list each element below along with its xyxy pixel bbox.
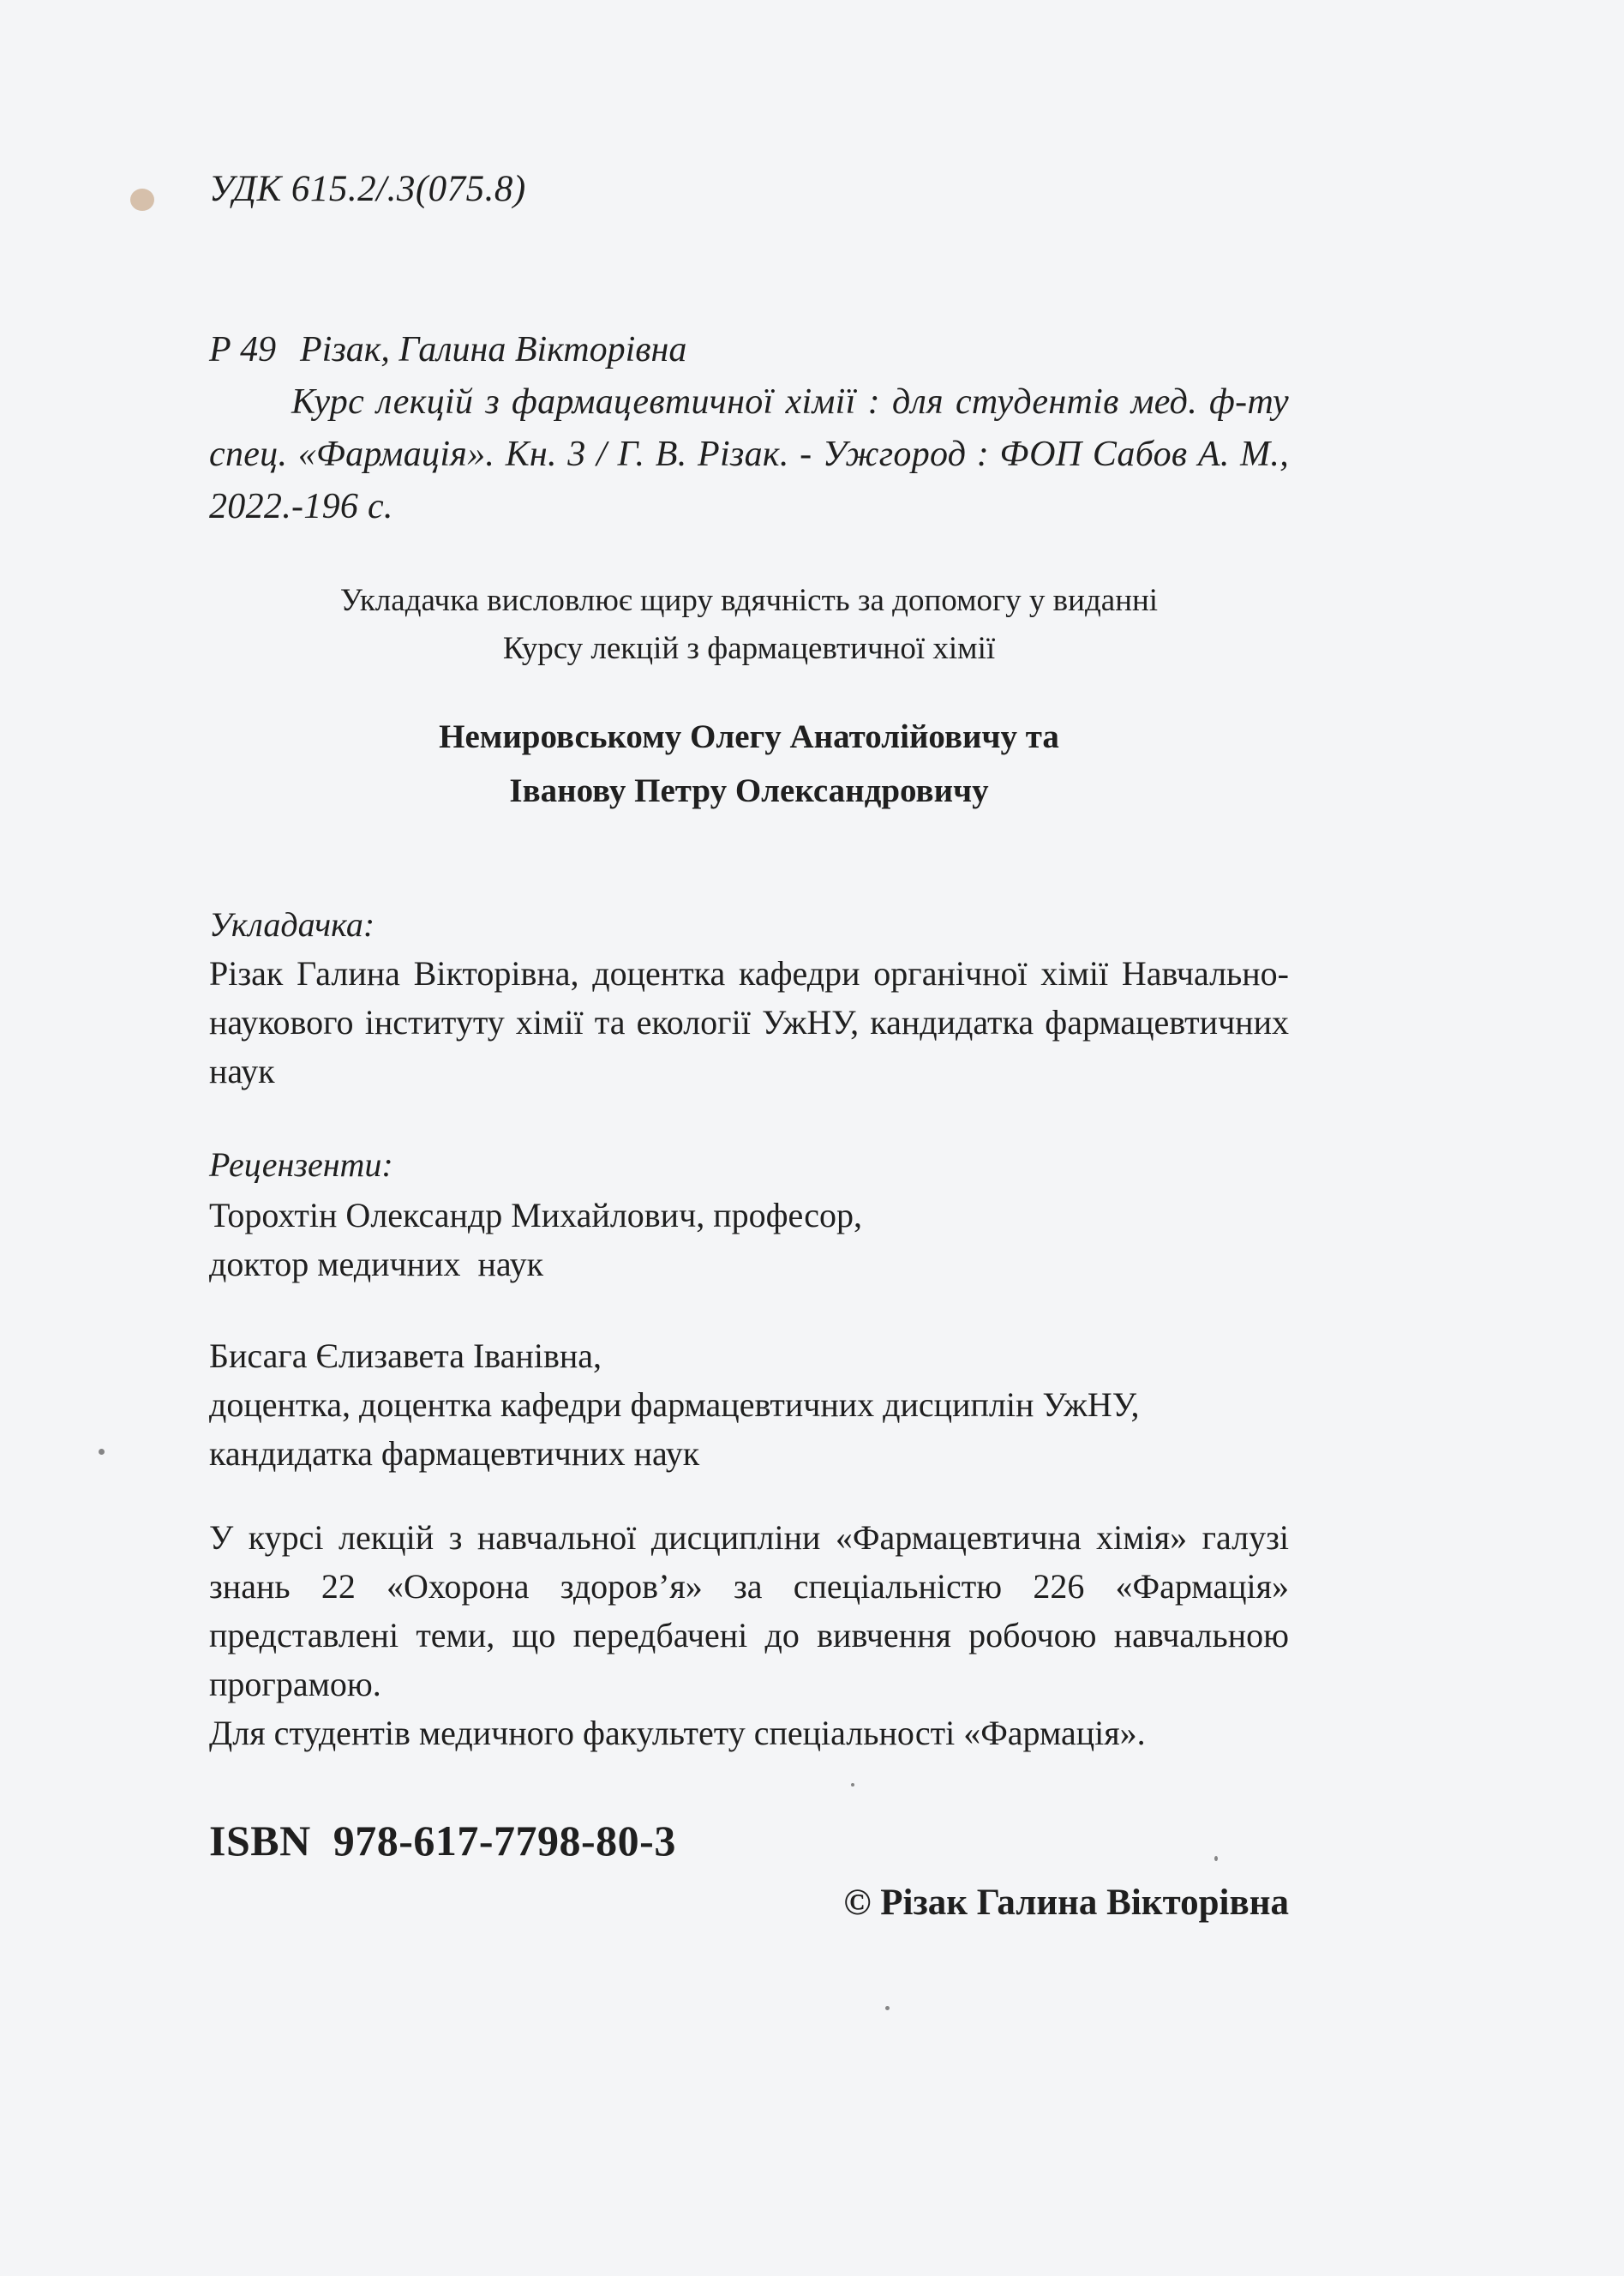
acknowledgement-line: Курсу лекцій з фармацевтичної хімії: [502, 631, 996, 666]
bibliographic-description: Курс лекцій з фармацевтичної хімії : для студентів мед. ф-ту спец. «Фармація». Кн. 3 / Г. В. Різак. - Ужгород : ФОП Сабов А. М., 2022.-196 с.: [209, 382, 1289, 526]
annotation: [209, 1513, 1289, 1757]
acknowledgement: [209, 577, 1289, 673]
reviewer-line: доцентка, доцентка кафедри фармацевтичних дисциплін УжНУ,: [209, 1385, 1140, 1424]
target-audience: Для студентів медичного факультету спеціальності «Фармація».: [209, 1714, 1146, 1752]
bibliographic-record: [209, 324, 1289, 533]
paper-speck: [885, 2006, 890, 2010]
reviewer-1: [209, 1191, 1289, 1288]
bibliographic-heading: [209, 324, 1289, 376]
acknowledged-person: Іванову Петру Олександровичу: [509, 772, 989, 809]
reviewer-line: кандидатка фармацевтичних наук: [209, 1434, 700, 1473]
acknowledged-persons: [209, 710, 1289, 818]
reviewers-label: Рецензенти:: [209, 1145, 393, 1184]
isbn-number: 978-617-7798-80-3: [333, 1817, 676, 1865]
compiler-info: Різак Галина Вікторівна, доцентка кафедри органічної хімії Навчально-наукового інституту хімії та екології УжНУ, кандидатка фармацевтичних наук: [209, 954, 1289, 1090]
isbn-prefix: ISBN: [209, 1817, 311, 1865]
paper-speck: [99, 1449, 105, 1455]
reviewer-line: доктор медичних наук: [209, 1245, 543, 1283]
reviewer-line: Бисага Єлизавета Іванівна,: [209, 1336, 602, 1375]
reviewer-2: [209, 1331, 1289, 1478]
paper-stain: [130, 189, 154, 211]
acknowledgement-line: Укладачка висловлює щиру вдячність за допомогу у виданні: [339, 583, 1159, 618]
author-name: Різак, Галина Вікторівна: [300, 330, 687, 369]
reviewer-line: Торохтін Олександр Михайлович, професор,: [209, 1196, 863, 1234]
compiler-label: Укладачка:: [209, 905, 375, 944]
annotation-paragraph: У курсі лекцій з навчальної дисципліни «Фармацевтична хімія» галузі знань 22 «Охорона здоров’я» за спеціальністю 226 «Фармація» представлені теми, що передбачені до вивчення робочою навчальною програмою.: [209, 1518, 1289, 1703]
acknowledged-person: Немировському Олегу Анатолійовичу та: [439, 718, 1059, 755]
isbn: [209, 1816, 676, 1865]
copyright-notice: © Різак Галина Вікторівна: [843, 1883, 1289, 1923]
udc-code: УДК 615.2/.3(075.8): [209, 169, 526, 209]
paper-speck: [851, 1783, 854, 1787]
paper-speck: [1214, 1856, 1218, 1861]
author-mark: Р 49: [209, 330, 277, 369]
compiler-section: [209, 900, 1289, 1096]
